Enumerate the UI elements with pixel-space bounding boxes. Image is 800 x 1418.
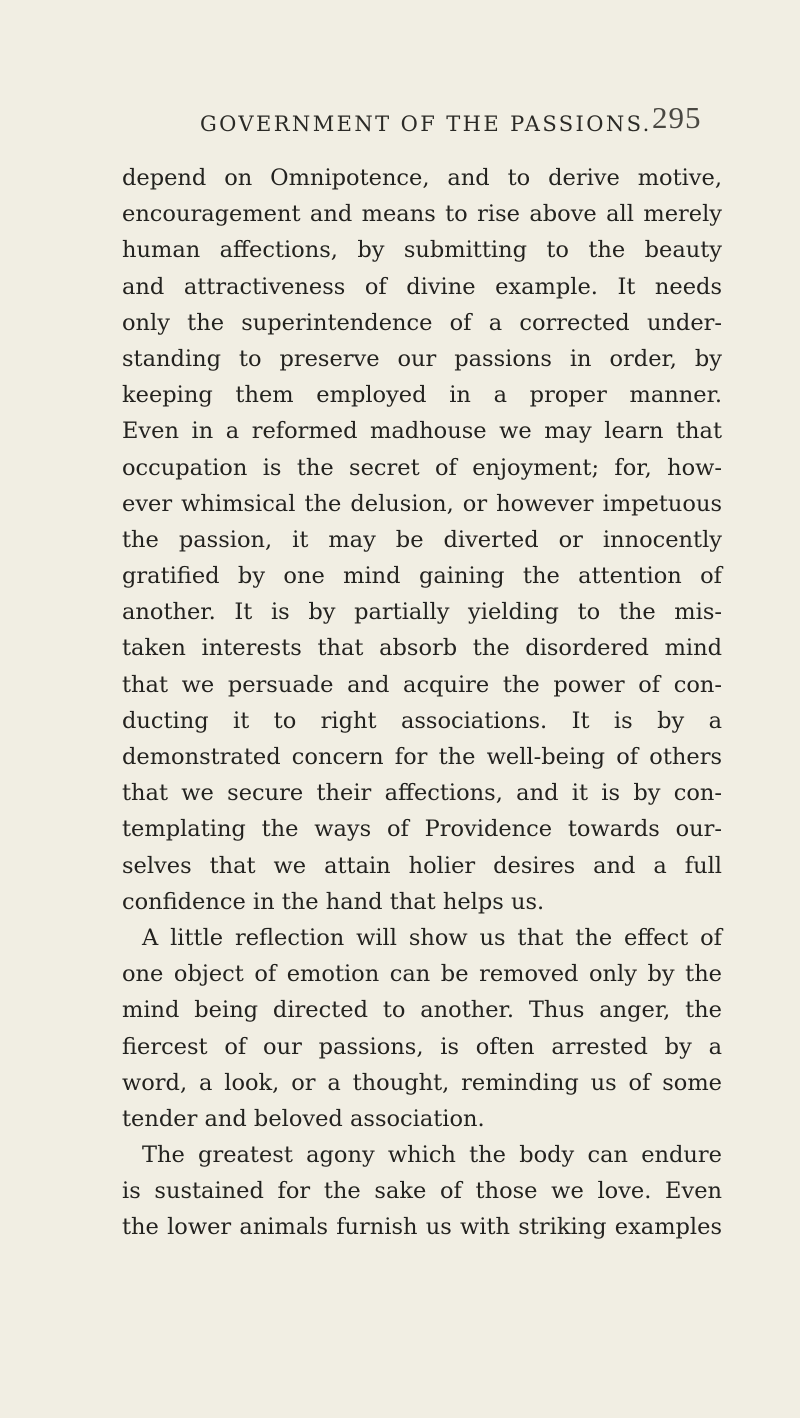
text-line: fiercest of our passions, is often arrested by a bbox=[122, 1033, 722, 1060]
text-line: the passion, it may be diverted or innocently bbox=[122, 526, 722, 553]
text-line: templating the ways of Providence towards our- bbox=[122, 816, 722, 843]
text-line: and attractiveness of divine example. It needs bbox=[122, 273, 722, 300]
text-line: the lower animals furnish us with striking examples bbox=[122, 1214, 722, 1241]
text-line: is sustained for the sake of those we love. Even bbox=[122, 1178, 722, 1205]
text-line: occupation is the secret of enjoyment; for, how- bbox=[122, 454, 722, 481]
text-line: The greatest agony which the body can endure bbox=[142, 1142, 722, 1169]
text-line: mind being directed to another. Thus anger, the bbox=[122, 997, 722, 1024]
text-line: one object of emotion can be removed only by the bbox=[122, 961, 722, 988]
text-line: encouragement and means to rise above all merely bbox=[122, 201, 722, 228]
paragraph bbox=[122, 920, 722, 1137]
text-line: demonstrated concern for the well-being of others bbox=[122, 744, 722, 770]
text-line: Even in a reformed madhouse we may learn that bbox=[122, 418, 722, 445]
text-line: ever whimsical the delusion, or however impetuous bbox=[122, 490, 722, 517]
text-line: human affections, by submitting to the beauty bbox=[122, 237, 722, 264]
text-line: gratified by one mind gaining the attention of bbox=[122, 563, 722, 590]
text-line: that we persuade and acquire the power of con- bbox=[122, 671, 722, 698]
text-line: depend on Omnipotence, and to derive motive, bbox=[122, 165, 722, 191]
text-line: ducting it to right associations. It is by a bbox=[122, 707, 722, 734]
text-line: taken interests that absorb the disordered mind bbox=[122, 635, 722, 662]
text-line: only the superintendence of a corrected under- bbox=[122, 309, 722, 336]
text-line: word, a look, or a thought, reminding us of some bbox=[122, 1069, 722, 1096]
body-text bbox=[122, 160, 722, 1246]
text-line: selves that we attain holier desires and a full bbox=[122, 852, 722, 879]
text-line: another. It is by partially yielding to the mis- bbox=[122, 599, 722, 626]
text-line: keeping them employed in a proper manner. bbox=[122, 382, 722, 409]
running-head bbox=[200, 98, 720, 138]
running-title: GOVERNMENT OF THE PASSIONS. bbox=[200, 112, 652, 136]
paragraph bbox=[122, 160, 722, 920]
text-line: A little reflection will show us that the effect of bbox=[142, 924, 722, 951]
page-number: 295 bbox=[652, 100, 702, 135]
text-line: standing to preserve our passions in order, by bbox=[122, 345, 722, 372]
paragraph bbox=[122, 1137, 722, 1246]
text-line: confidence in the hand that helps us. bbox=[122, 888, 545, 915]
text-line: tender and beloved association. bbox=[122, 1105, 485, 1132]
text-line: that we secure their affections, and it is by con- bbox=[122, 780, 722, 807]
